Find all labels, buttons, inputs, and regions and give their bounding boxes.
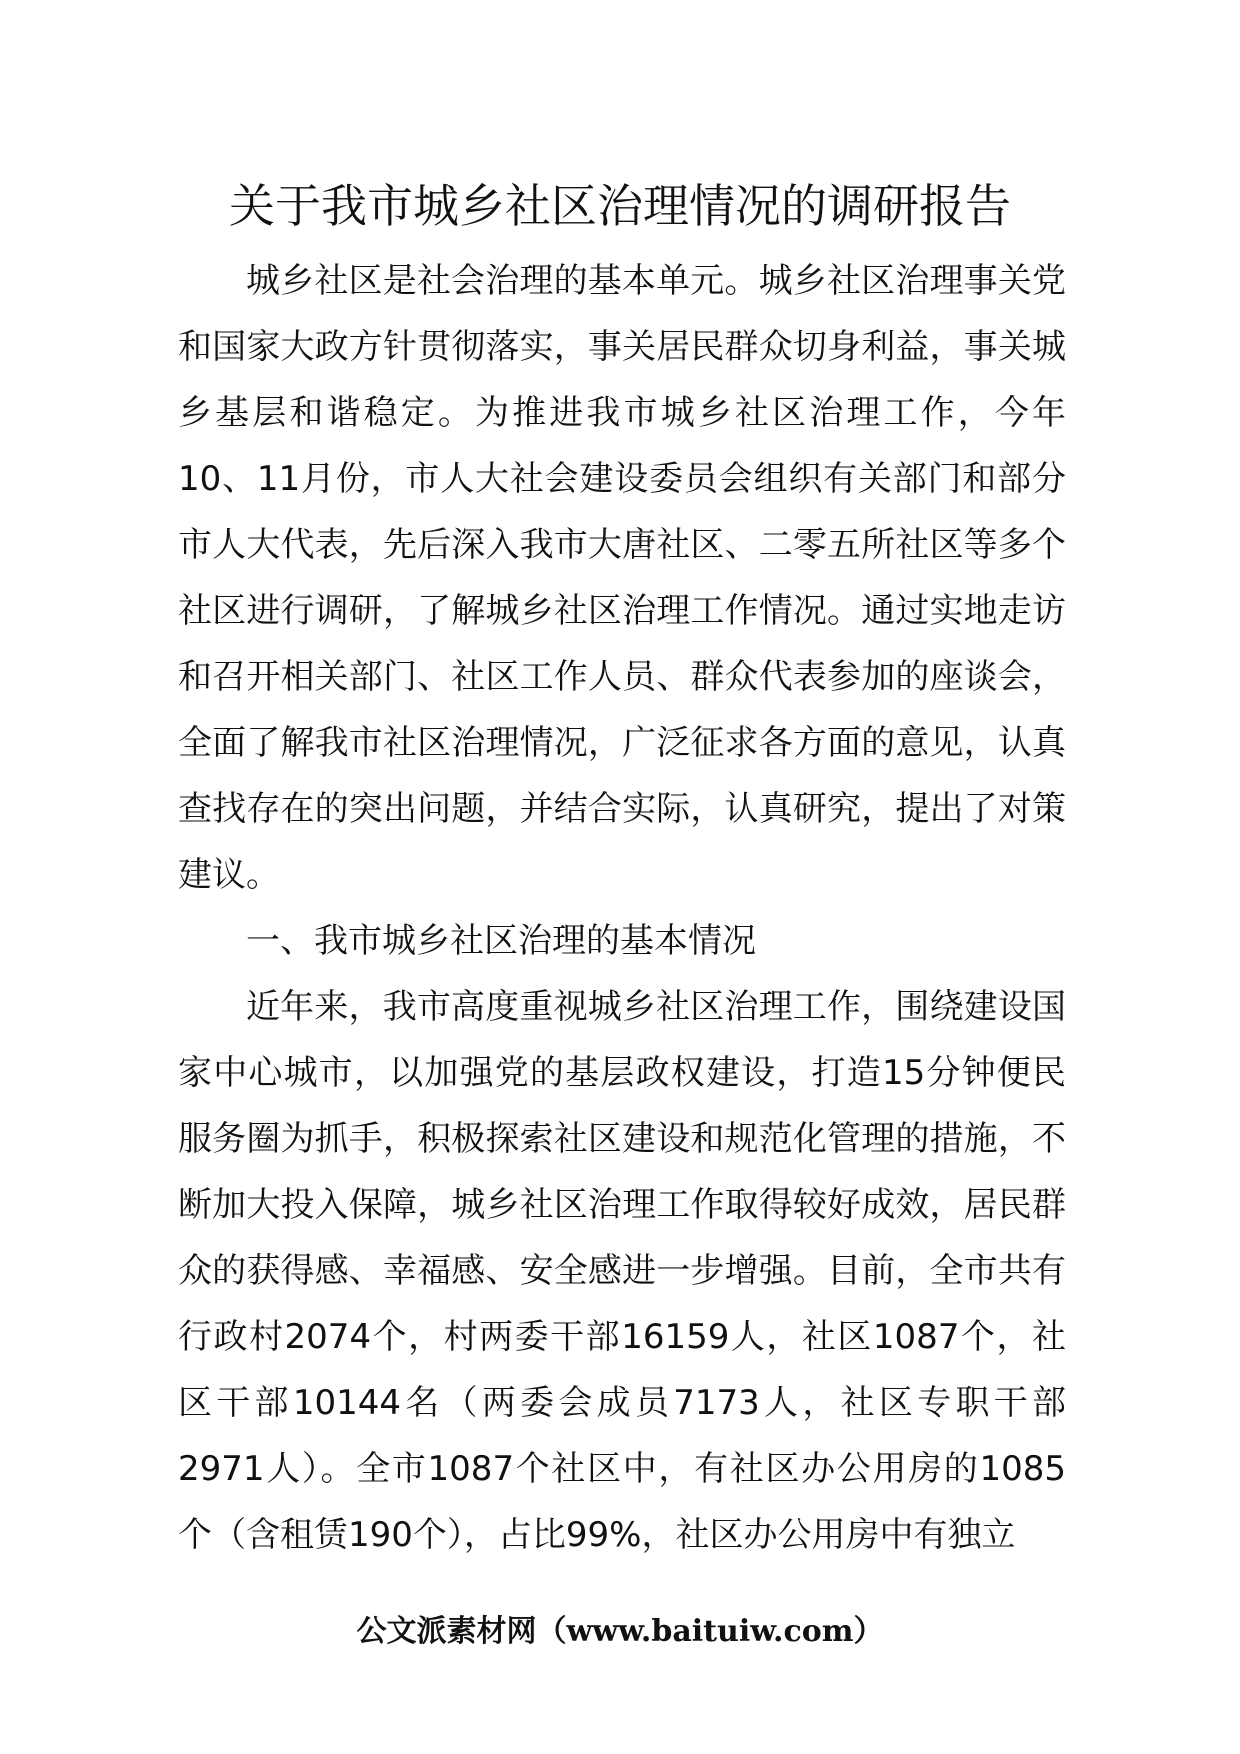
- document-body: [178, 248, 1066, 1568]
- paragraph-basic-situation: 近年来，我市高度重视城乡社区治理工作，围绕建设国家中心城市，以加强党的基层政权建设，打造15分钟便民服务圈为抓手，积极探索社区建设和规范化管理的措施，不断加大投入保障，城乡社区治理工作取得较好成效，居民群众的获得感、幸福感、安全感进一步增强。目前，全市共有行政村2074个，村两委干部16159人，社区1087个，社区干部10144名（两委会成员7173人，社区专职干部2971人）。全市1087个社区中，有社区办公用房的1085个（含租赁190个），占比99%，社区办公用房中有独立: [178, 987, 1066, 1555]
- document-title: 关于我市城乡社区治理情况的调研报告: [229, 179, 1011, 233]
- footer-watermark: 公文派素材网（www.baituiw.com）: [356, 1614, 884, 1649]
- section-heading: 一、我市城乡社区治理的基本情况: [246, 921, 756, 961]
- paragraph-intro: 城乡社区是社会治理的基本单元。城乡社区治理事关党和国家大政方针贯彻落实，事关居民群众切身利益，事关城乡基层和谐稳定。为推进我市城乡社区治理工作，今年10、11月份，市人大社会建设委员会组织有关部门和部分市人大代表，先后深入我市大唐社区、二零五所社区等多个社区进行调研，了解城乡社区治理工作情况。通过实地走访和召开相关部门、社区工作人员、群众代表参加的座谈会，全面了解我市社区治理情况，广泛征求各方面的意见，认真查找存在的突出问题，并结合实际，认真研究，提出了对策建议。: [178, 261, 1066, 895]
